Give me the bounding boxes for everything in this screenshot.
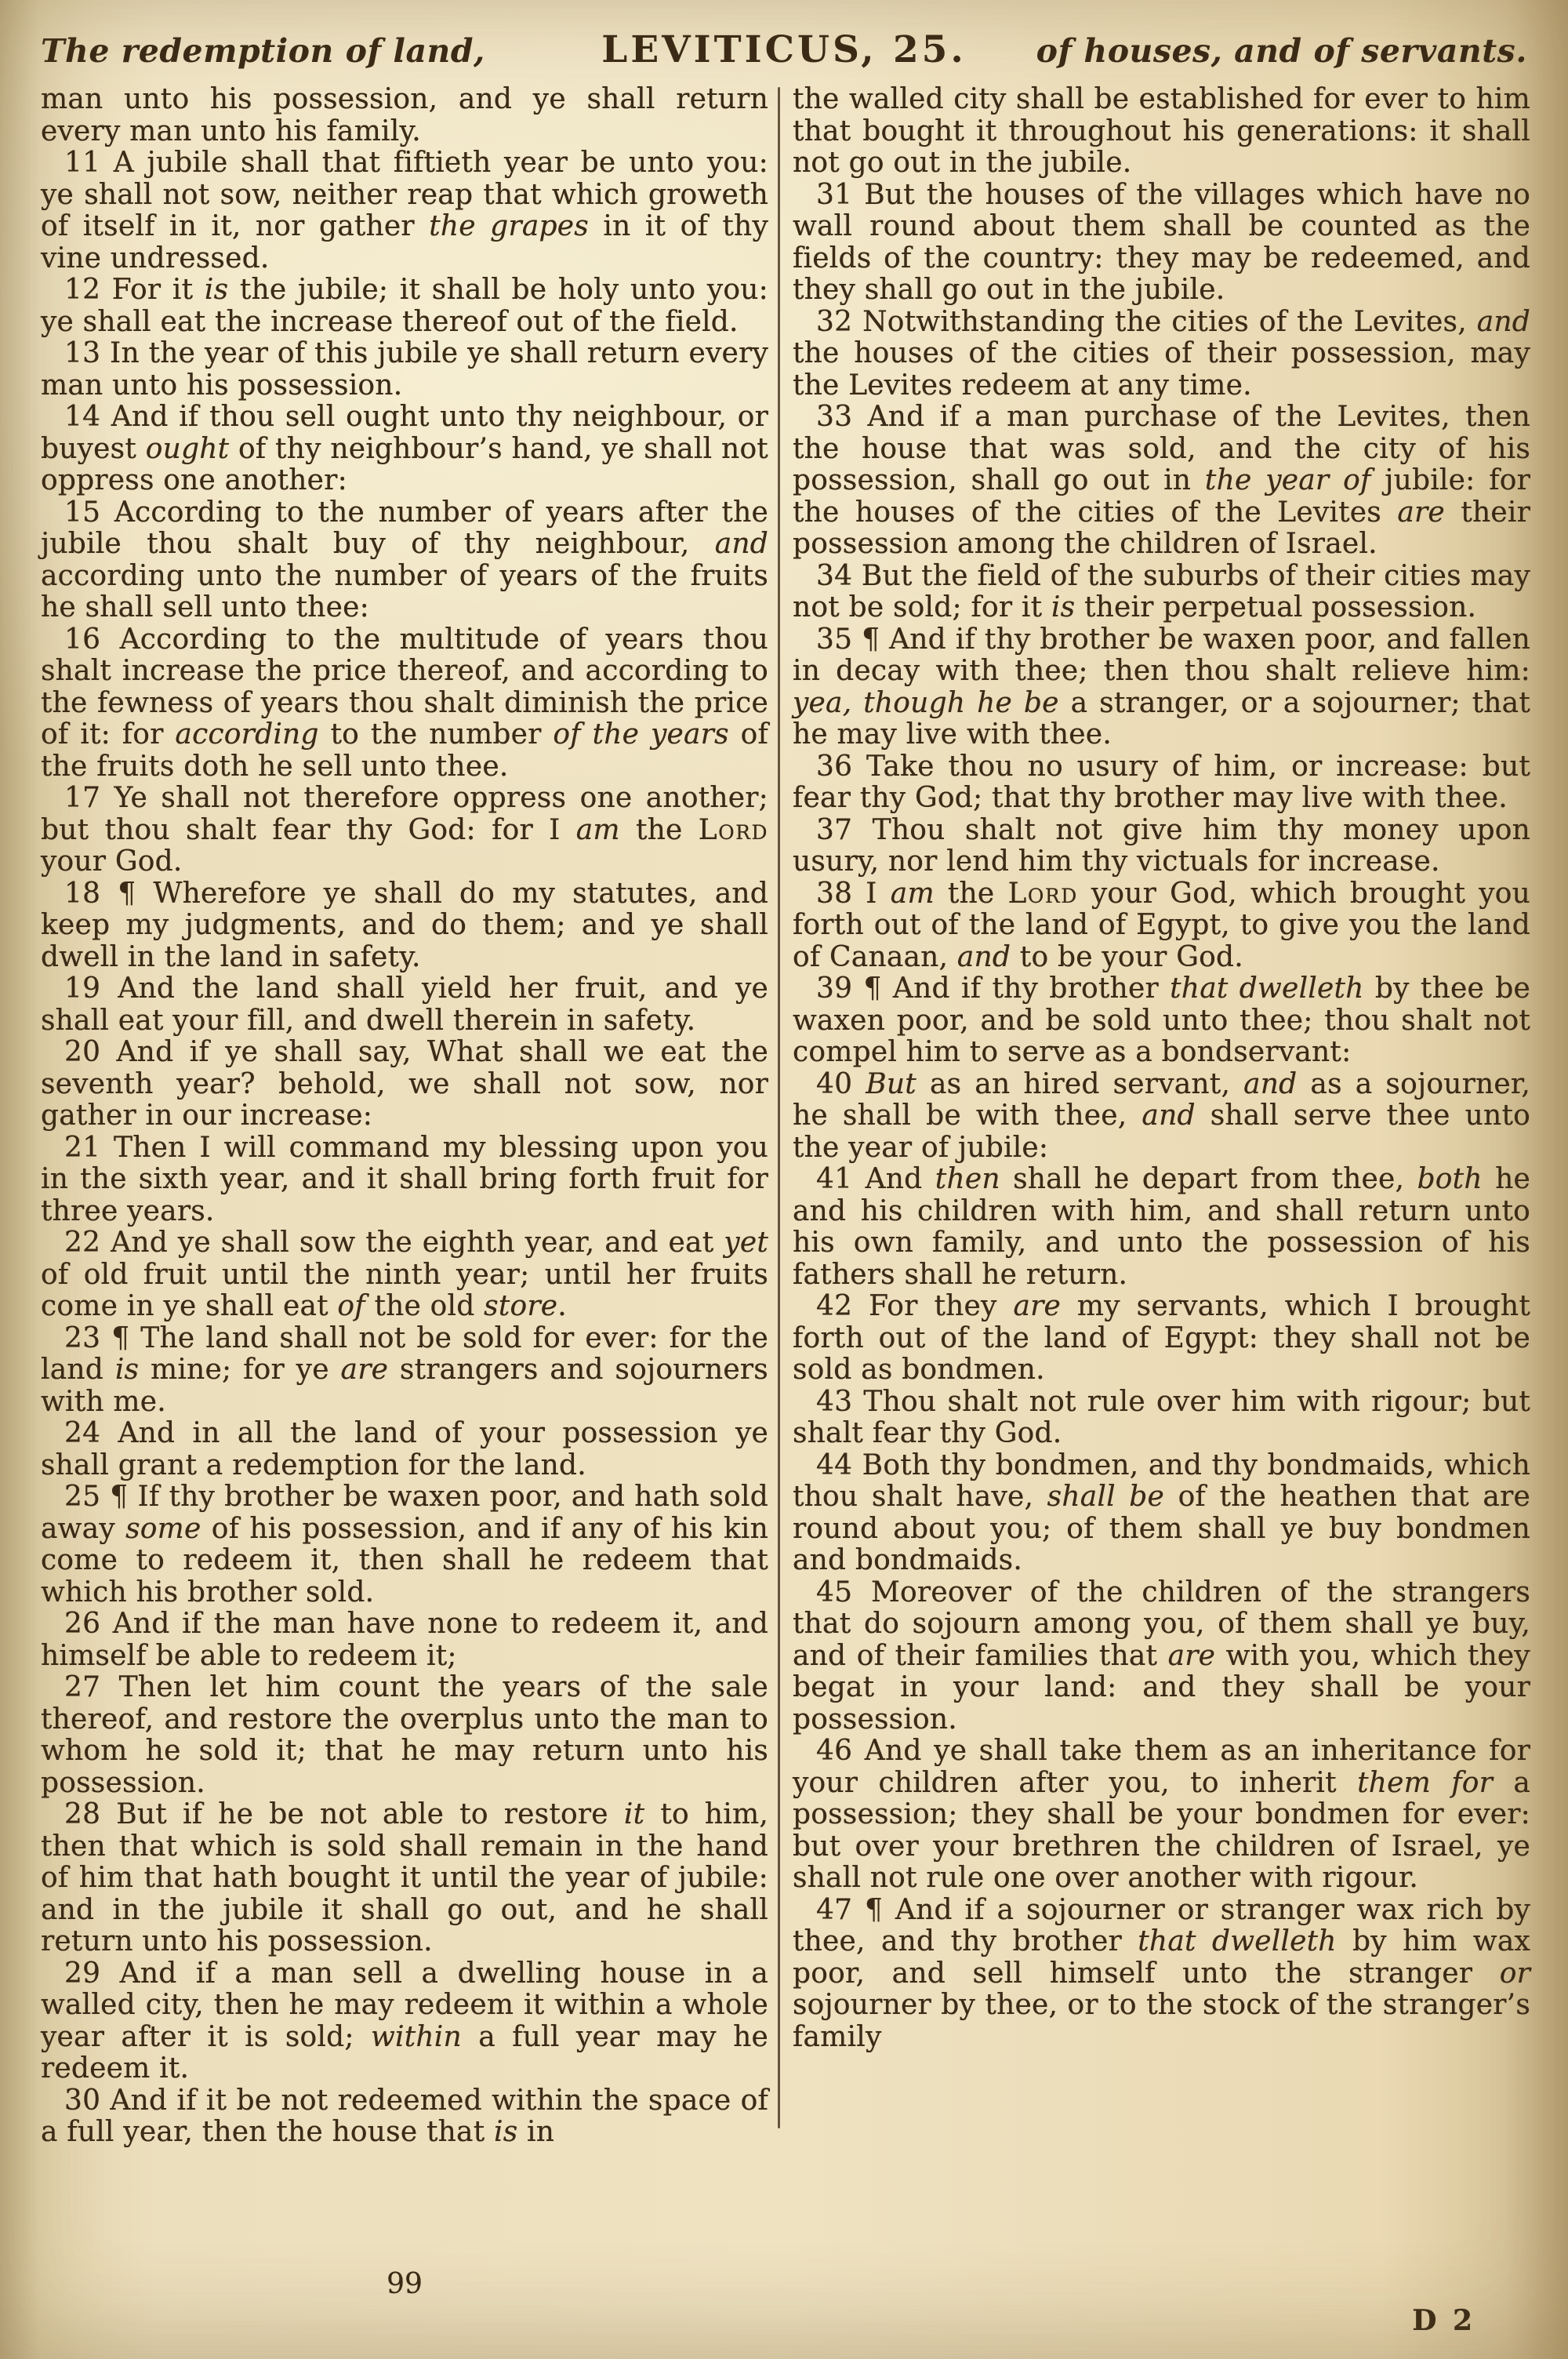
running-head-left: The redemption of land, bbox=[41, 32, 485, 70]
verse-paragraph: 20 And if ye shall say, What shall we eat the seventh year? behold, we shall not sow, nor gather in our increase: bbox=[41, 1036, 768, 1132]
verse-paragraph: 38 I am the Lord your God, which brought you forth out of the land of Egypt, to give you the land of Canaan, and to be your God. bbox=[793, 877, 1530, 973]
verse-paragraph: 16 According to the multitude of years thou shalt increase the price thereof, and according to the fewness of years thou shalt diminish the price of it: for according to the number of the years of the fruits doth he sell unto thee. bbox=[41, 623, 768, 783]
verse-paragraph: 35 ¶ And if thy brother be waxen poor, and fallen in decay with thee; then thou shalt relieve him: yea, though he be a stranger, or a sojourner; that he may live with thee. bbox=[793, 623, 1530, 751]
verse-paragraph: 28 But if he be not able to restore it to him, then that which is sold shall remain in the hand of him that hath bought it until the year of jubile: and in the jubile it shall go out, and he shall return unto his possession. bbox=[41, 1798, 768, 1957]
verse-paragraph: 32 Notwithstanding the cities of the Levites, and the houses of the cities of their possession, may the Levites redeem at any time. bbox=[793, 305, 1530, 402]
column-left bbox=[41, 84, 768, 2149]
verse-paragraph: 47 ¶ And if a sojourner or stranger wax rich by thee, and thy brother that dwelleth by him wax poor, and sell himself unto the stranger or sojourner by thee, or to the stock of the stranger’s family bbox=[793, 1893, 1530, 2053]
verse-paragraph: 33 And if a man purchase of the Levites, then the house that was sold, and the city of his possession, shall go out in the year of jubile: for the houses of the cities of the Levites are their possession among the children of Israel. bbox=[793, 401, 1531, 560]
book-chapter-title: LEVITICUS, 25. bbox=[601, 28, 967, 71]
verse-paragraph: 24 And in all the land of your possession ye shall grant a redemption for the land. bbox=[41, 1417, 768, 1481]
running-head-right: of houses, and of servants. bbox=[1036, 32, 1527, 70]
verse-paragraph: 37 Thou shalt not give him thy money upon usury, nor lend him thy victuals for increase. bbox=[793, 813, 1530, 878]
verse-paragraph: 11 A jubile shall that fiftieth year be unto you: ye shall not sow, neither reap that which groweth of itself in it, nor gather the grapes in it of thy vine undressed. bbox=[41, 147, 768, 274]
verse-paragraph: 14 And if thou sell ought unto thy neighbour, or buyest ought of thy neighbour’s hand, ye shall not oppress one another: bbox=[41, 401, 768, 496]
verse-paragraph: 46 And ye shall take them as an inheritance for your children after you, to inherit them for a possession; they shall be your bondmen for ever: but over your brethren the children of Israel, ye shall not rule one over another with rigour. bbox=[793, 1735, 1530, 1894]
verse-paragraph: 25 ¶ If thy brother be waxen poor, and hath sold away some of his possession, and if any of his kin come to redeem it, then shall he redeem that which his brother sold. bbox=[41, 1481, 768, 1608]
verse-paragraph: 45 Moreover of the children of the strangers that do sojourn among you, of them shall ye buy, and of their families that are with you, which they begat in your land: and they shall be your possession. bbox=[793, 1576, 1530, 1736]
footer-page-number: 99 bbox=[387, 2268, 423, 2300]
verse-paragraph: 18 ¶ Wherefore ye shall do my statutes, and keep my judgments, and do them; and ye shall dwell in the land in safety. bbox=[41, 877, 768, 973]
verse-paragraph: 40 But as an hired servant, and as a sojourner, he shall be with thee, and shall serve thee unto the year of jubile: bbox=[793, 1067, 1530, 1164]
verse-paragraph: 31 But the houses of the villages which have no wall round about them shall be counted as the fields of the country: they may be redeemed, and they shall go out in the jubile. bbox=[793, 178, 1530, 306]
running-header bbox=[0, 0, 1568, 79]
verse-paragraph: 17 Ye shall not therefore oppress one another; but thou shalt fear thy God: for I am the Lord your God. bbox=[41, 782, 768, 878]
verse-paragraph: 41 And then shall he depart from thee, both he and his children with him, and shall return unto his own family, and unto the possession of his fathers shall he return. bbox=[793, 1163, 1530, 1291]
verse-paragraph: man unto his possession, and ye shall return every man unto his family. bbox=[41, 83, 768, 147]
verse-paragraph: 12 For it is the jubile; it shall be holy unto you: ye shall eat the increase thereof out of the field. bbox=[41, 274, 769, 338]
verse-paragraph: 15 According to the number of years after the jubile thou shalt buy of thy neighbour, and according unto the number of years of the fruits he shall sell unto thee: bbox=[41, 496, 768, 623]
verse-paragraph: 21 Then I will command my blessing upon you in the sixth year, and it shall bring forth fruit for three years. bbox=[41, 1131, 768, 1227]
verse-paragraph: 23 ¶ The land shall not be sold for ever: for the land is mine; for ye are strangers and sojourners with me. bbox=[41, 1321, 768, 1418]
verse-paragraph: the walled city shall be established for ever to him that bought it throughout his generations: it shall not go out in the jubile. bbox=[793, 83, 1530, 179]
footer-printer-signature: D 2 bbox=[1412, 2304, 1475, 2337]
verse-paragraph: 42 For they are my servants, which I brought forth out of the land of Egypt: they shall not be sold as bondmen. bbox=[793, 1290, 1530, 1386]
verse-paragraph: 34 But the field of the suburbs of their cities may not be sold; for it is their perpetual possession. bbox=[793, 559, 1530, 623]
verse-paragraph: 39 ¶ And if thy brother that dwelleth by thee be waxen poor, and be sold unto thee; thou shalt not compel him to serve as a bondservant: bbox=[793, 972, 1530, 1068]
verse-paragraph: 19 And the land shall yield her fruit, and ye shall eat your fill, and dwell therein in safety. bbox=[41, 972, 768, 1037]
column-right bbox=[793, 84, 1530, 2149]
verse-paragraph: 30 And if it be not redeemed within the space of a full year, then the house that is in bbox=[41, 2084, 768, 2148]
verse-paragraph: 22 And ye shall sow the eighth year, and eat yet of old fruit until the ninth year; until her fruits come in ye shall eat of the old store. bbox=[41, 1227, 768, 1322]
verse-paragraph: 43 Thou shalt not rule over him with rigour; but shalt fear thy God. bbox=[793, 1385, 1530, 1449]
text-columns bbox=[0, 79, 1568, 2149]
verse-paragraph: 27 Then let him count the years of the sale thereof, and restore the overplus unto the man to whom he sold it; that he may return unto his possession. bbox=[41, 1671, 768, 1799]
verse-paragraph: 13 In the year of this jubile ye shall return every man unto his possession. bbox=[41, 337, 768, 402]
column-divider-rule bbox=[778, 87, 780, 2128]
verse-paragraph: 26 And if the man have none to redeem it, and himself be able to redeem it; bbox=[41, 1608, 768, 1672]
verse-paragraph: 36 Take thou no usury of him, or increase: but fear thy God; that thy brother may live with thee. bbox=[793, 750, 1530, 814]
verse-paragraph: 29 And if a man sell a dwelling house in a walled city, then he may redeem it within a whole year after it is sold; within a full year may he redeem it. bbox=[41, 1957, 768, 2085]
verse-paragraph: 44 Both thy bondmen, and thy bondmaids, which thou shalt have, shall be of the heathen that are round about you; of them shall ye buy bondmen and bondmaids. bbox=[793, 1448, 1530, 1576]
